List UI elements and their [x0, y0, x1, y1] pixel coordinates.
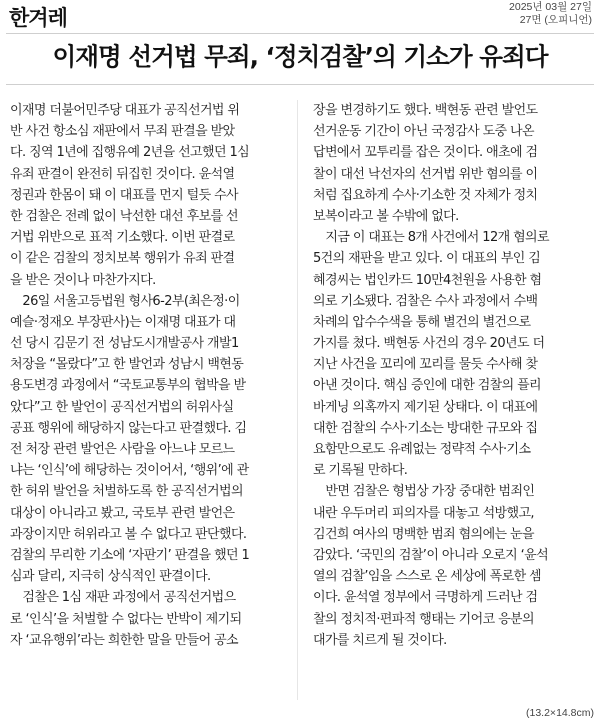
article-text-line: 다. 징역 1년에 집행유예 2년을 선고했던 1심	[10, 145, 250, 161]
article-text-line: 열의 검찰’임을 스스로 온 세상에 폭로한 셈	[313, 569, 542, 585]
article-text-line: 자 ‘교유행위’라는 희한한 말을 만들어 공소	[10, 632, 239, 648]
article-text-line: 26일 서울고등법원 형사6-2부(최은정·이	[10, 293, 240, 309]
top-rule	[6, 33, 594, 34]
article-text-line: 았다”고 한 발언이 공직선거법의 허위사실	[10, 399, 234, 415]
article-text-line: 용도변경 과정에서 “국토교통부의 협박을 받	[10, 378, 246, 394]
article-text-line: 공표 행위에 해당하지 않는다고 판결했다. 김	[10, 420, 247, 436]
article-text-line: 로 기록될 만하다.	[313, 463, 408, 479]
article-text-line: 내란 우두머리 피의자를 대놓고 석방했고,	[313, 505, 534, 521]
article-text-line: 심과 달리, 지극히 상식적인 판결이다.	[10, 569, 211, 585]
article-text-line: 을 받은 것이나 마찬가지다.	[10, 272, 156, 288]
article-text-line: 보복이라고 볼 수밖에 없다.	[313, 208, 459, 224]
article-text-line: 의로 기소됐다. 검찰은 수사 과정에서 수백	[313, 293, 538, 309]
article-text-line: 답변에서 꼬투리를 잡은 것이다. 애초에 검	[313, 145, 538, 161]
article-text-line: 거법 위반으로 표적 기소했다. 이번 판결로	[10, 230, 235, 246]
article-text-line: 로 ‘인식’을 처벌할 수 없다는 반박이 제기되	[10, 611, 242, 627]
article-text-line: 검찰의 무리한 기소에 ‘자판기’ 판결을 했던 1	[10, 547, 250, 563]
article-text-line: 대상이 아니라고 봤고, 국토부 관련 발언은	[10, 505, 235, 521]
article-text-line: 전 처장 관련 발언은 사람을 아느냐 모르느	[10, 442, 235, 457]
article-headline: 이재명 선거법 무죄, ‘정치검찰’의 기소가 유죄다	[52, 42, 548, 71]
article-text-line: 가지를 쳤다. 백현동 사건의 경우 20년도 더	[313, 336, 545, 352]
article-text-line: 검찰은 1심 재판 과정에서 공직선거법으	[10, 590, 236, 606]
article-text-line: 요함만으로도 유례없는 정략적 수사·기소	[313, 442, 531, 457]
article-text-line: 예슬·정재오 부장판사)는 이재명 대표가 대	[10, 314, 236, 330]
article-text-line: 반 사건 항소심 재판에서 무죄 판결을 받았	[10, 124, 235, 140]
article-text-line: 지난 사건을 꼬리에 꼬리를 물듯 수사해 찾	[313, 357, 538, 373]
article-text-line: 과장이지만 허위라고 볼 수 없다고 판단했다.	[10, 526, 247, 542]
publication-date: 2025년 03월 27일	[509, 1, 592, 13]
article-text-line: 찰의 정치적·편파적 행태는 기어코 응분의	[313, 611, 534, 627]
article-text-line: 지금 이 대표는 8개 사건에서 12개 혐의로	[313, 230, 549, 246]
article-column-left	[10, 100, 272, 651]
article-text-line: 김건희 여사의 명백한 범죄 혐의에는 눈을	[313, 526, 534, 542]
article-text-line: 찰이 대선 낙선자의 선거법 위반 혐의를 이	[313, 166, 538, 182]
article-text-line: 한 검찰은 전례 없이 낙선한 대선 후보를 선	[10, 208, 239, 224]
article-text-line: 바게닝 의혹까지 제기된 상태다. 이 대표에	[313, 399, 538, 415]
masthead	[0, 0, 600, 34]
article-text-line: 혜경씨는 법인카드 10만4천원을 사용한 혐	[313, 272, 542, 288]
article-text-line: 대가를 치르게 될 것이다.	[313, 632, 447, 648]
article-text-line: 냐는 ‘인식’에 해당하는 것이어서, ‘행위’에 관	[10, 463, 249, 479]
article-column-right	[313, 100, 575, 651]
article-text-line: 대한 검찰의 수사·기소는 방대한 규모와 집	[313, 420, 538, 436]
article-text-line: 반면 검찰은 형법상 가장 중대한 범죄인	[313, 484, 535, 500]
article-text-line: 처장을 “몰랐다”고 한 발언과 성남시 백현동	[10, 357, 244, 373]
headline-rule	[6, 84, 594, 85]
article-text-line: 정권과 한몸이 돼 이 대표를 먼지 털듯 수사	[10, 187, 239, 203]
article-text-line: 이다. 윤석열 정부에서 극명하게 드러난 검	[313, 590, 538, 606]
article-text-line: 이 같은 검찰의 정치보복 행위가 유죄 판결	[10, 251, 235, 267]
article-text-line: 장을 변경하기도 했다. 백현동 관련 발언도	[313, 103, 538, 118]
newspaper-logo: 한겨레	[9, 6, 67, 30]
article-text-line: 5건의 재판을 받고 있다. 이 대표의 부인 김	[313, 251, 541, 267]
article-text-line: 아낸 것이다. 핵심 증인에 대한 검찰의 플리	[313, 378, 542, 394]
article-text-line: 처럼 집요하게 수사·기소한 것 자체가 정치	[313, 187, 538, 203]
clipping-size-note: (13.2×14.8cm)	[526, 707, 594, 719]
article-text-line: 선 당시 김문기 전 성남도시개발공사 개발1	[10, 336, 239, 352]
article-text-line: 한 허위 발언을 처벌하도록 한 공직선거법의	[10, 484, 243, 500]
article-text-line: 유죄 판결이 완전히 뒤집힌 것이다. 윤석열	[10, 166, 235, 182]
column-divider	[297, 100, 298, 700]
article-text-line: 차례의 압수수색을 통해 별건의 별건으로	[313, 314, 531, 330]
article-text-line: 선거운동 기간이 아닌 국정감사 도중 나온	[313, 124, 534, 140]
article-text-line: 감았다. ‘국민의 검찰’이 아니라 오로지 ‘윤석	[313, 547, 549, 563]
dateline	[509, 1, 592, 27]
page-number: 27면 (오피니언)	[519, 14, 592, 26]
article-text-line: 이재명 더불어민주당 대표가 공직선거법 위	[10, 103, 240, 118]
